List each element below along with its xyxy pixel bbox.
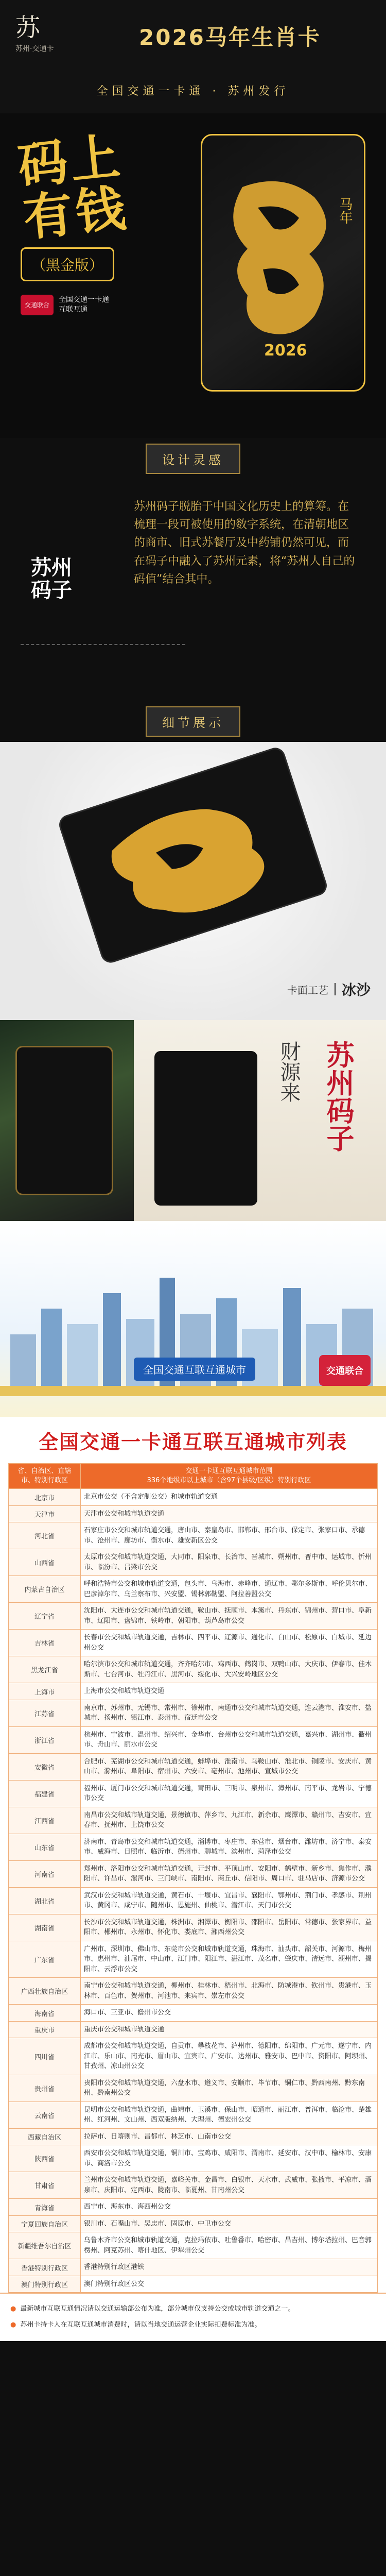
- row-cities: 长春市公交和城市轨道交通，吉林市、四平市、辽源市、通化市、白山市、松原市、白城市、延边州公交: [81, 1630, 378, 1656]
- thumb-chars2: 财源来: [277, 1041, 301, 1103]
- decor-wave: [21, 644, 185, 690]
- badge-text: 全国交通一卡通 互联互通: [59, 296, 109, 314]
- row-cities: 济南市、青岛市公交和城市轨道交通，淄博市、枣庄市、东营市、烟台市、潍坊市、济宁市、泰安市、威海市、日照市、临沂市、德州市、聊城市、滨州市、菏泽市公交: [81, 1834, 378, 1860]
- footer-note-1: 最新城市互联互通情况请以交通运输部公布为准，部分城市仅支持公交或城市轨道交通之一。: [20, 2305, 295, 2313]
- row-province: 吉林省: [9, 1630, 81, 1656]
- table-row: [9, 1807, 378, 1834]
- table-row: [9, 1603, 378, 1630]
- header-cities: 交通一卡通互联互通城市范围 336个地级市以上城市（含97个县级/区级）特别行政区: [81, 1464, 378, 1489]
- caption-divider: [335, 983, 336, 995]
- table-row: [9, 1914, 378, 1941]
- badge-row: [21, 295, 154, 315]
- gallery-thumbs: [0, 1020, 386, 1221]
- transport-union-badge: 交通联合: [21, 295, 54, 315]
- header-prov: 省、自治区、直辖市、特别行政区: [9, 1464, 81, 1489]
- table-row: [9, 1549, 378, 1576]
- row-cities: 长沙市公交和城市轨道交通，株洲市、湘潭市、衡阳市、邵阳市、岳阳市、常德市、张家界市、益阳市、郴州市、永州市、怀化市、娄底市、湘西州公交: [81, 1914, 378, 1941]
- row-cities: 澳门特别行政区公交: [81, 2276, 378, 2293]
- table-row: [9, 2172, 378, 2199]
- city-table: [8, 1463, 378, 2293]
- table-row: [9, 1630, 378, 1656]
- thumb-black-card: [154, 1051, 257, 1206]
- row-province: 河北省: [9, 1522, 81, 1549]
- row-cities: 沈阳市、大连市公交和城市轨道交通，鞍山市、抚顺市、本溪市、丹东市、锦州市、营口市、阜新市、辽阳市、盘锦市、铁岭市、朝阳市、葫芦岛市公交: [81, 1603, 378, 1630]
- row-province: 海南省: [9, 2005, 81, 2022]
- table-row: [9, 1656, 378, 1683]
- row-province: 四川省: [9, 2038, 81, 2075]
- note-bullet-icon: ●: [10, 2321, 16, 2329]
- table-row: [9, 1753, 378, 1780]
- table-row: [9, 2021, 378, 2038]
- gallery-caption: [287, 979, 371, 999]
- row-province: 甘肃省: [9, 2172, 81, 2199]
- table-row: [9, 1726, 378, 1753]
- row-province: 贵州省: [9, 2075, 81, 2102]
- caption-name: 冰沙: [341, 981, 371, 998]
- row-cities: 海口市、三亚市、儋州市公交: [81, 2005, 378, 2022]
- table-row: [9, 2128, 378, 2145]
- row-cities: 石家庄市公交和城市轨道交通，唐山市、秦皇岛市、邯郸市、邢台市、保定市、张家口市、承德市、沧州市、廊坊市、衡水市、雄安新区公交: [81, 1522, 378, 1549]
- table-row: [9, 2075, 378, 2102]
- row-cities: 杭州市、宁波市、温州市、绍兴市、金华市、台州市公交和城市轨道交通，嘉兴市、湖州市、衢州市、舟山市、丽水市公交: [81, 1726, 378, 1753]
- footer-note-2: 苏州卡持卡人在互联互通城市消费时，请以当地交通运营企业实际扣费标准为准。: [20, 2321, 261, 2329]
- row-cities: 广州市、深圳市、佛山市、东莞市公交和城市轨道交通，珠海市、汕头市、韶关市、河源市、梅州市、惠州市、汕尾市、中山市、江门市、阳江市、湛江市、茂名市、肇庆市、清远市、潮州市、揭阳市、云浮市公交: [81, 1941, 378, 1978]
- logo-mark: 苏: [15, 13, 41, 42]
- row-cities: 贵阳市公交和城市轨道交通，六盘水市、遵义市、安顺市、毕节市、铜仁市、黔西南州、黔东南州、黔南州公交: [81, 2075, 378, 2102]
- row-province: 湖北省: [9, 1887, 81, 1914]
- row-province: 陕西省: [9, 2145, 81, 2172]
- table-row: [9, 2038, 378, 2075]
- row-cities: 重庆市公交和城市轨道交通: [81, 2021, 378, 2038]
- concept-tag-line2: 码子: [31, 578, 72, 602]
- table-row: [9, 1887, 378, 1914]
- row-cities: 呼和浩特市公交和城市轨道交通，包头市、乌海市、赤峰市、通辽市、鄂尔多斯市、呼伦贝尔市、巴彦淖尔市、乌兰察布市、兴安盟、锡林郭勒盟、阿拉善盟公交: [81, 1576, 378, 1603]
- gallery-header: [0, 701, 386, 742]
- table-body: [9, 1489, 378, 2293]
- row-cities: 成都市公交和城市轨道交通，自贡市、攀枝花市、泸州市、德阳市、绵阳市、广元市、遂宁市、内江市、乐山市、南充市、眉山市、宜宾市、广安市、达州市、雅安市、巴中市、资阳市、阿坝州、甘孜州、凉山州公交: [81, 2038, 378, 2075]
- card-label: 马年: [337, 197, 353, 224]
- page-headline: 2026马年生肖卡: [139, 25, 321, 50]
- row-province: 香港特别行政区: [9, 2259, 81, 2276]
- row-cities: 兰州市公交和城市轨道交通，嘉峪关市、金昌市、白银市、天水市、武威市、张掖市、平凉市、酒泉市、庆阳市、定西市、陇南市、临夏州、甘南州公交: [81, 2172, 378, 2199]
- row-province: 广西壮族自治区: [9, 1978, 81, 2005]
- city-ribbon: 全国交通互联互通城市: [134, 1358, 255, 1381]
- row-cities: 拉萨市、日喀则市、昌都市、林芝市、山南市公交: [81, 2128, 378, 2145]
- city-strip: [0, 1221, 386, 1417]
- row-province: 澳门特别行政区: [9, 2276, 81, 2293]
- row-cities: 天津市公交和城市轨道交通: [81, 1505, 378, 1522]
- row-province: 福建省: [9, 1780, 81, 1807]
- table-title: 全国交通一卡通互联互通城市列表: [0, 1417, 386, 1463]
- row-province: 黑龙江省: [9, 1656, 81, 1683]
- city-table-wrap: [0, 1463, 386, 2293]
- table-row: [9, 2259, 378, 2276]
- row-province: 西藏自治区: [9, 2128, 81, 2145]
- caption-label: 卡面工艺: [287, 984, 328, 996]
- gallery-section: [0, 742, 386, 1221]
- card-year: 2026: [264, 342, 307, 360]
- row-cities: 南昌市公交和城市轨道交通，景德镇市、萍乡市、九江市、新余市、鹰潭市、赣州市、吉安市、宜春市、抚州市、上饶市公交: [81, 1807, 378, 1834]
- gallery-card: [57, 745, 329, 965]
- thumb-chars: 苏州码子: [322, 1041, 355, 1152]
- concept-header: [0, 438, 386, 479]
- row-province: 河南省: [9, 1860, 81, 1887]
- row-province: 广东省: [9, 1941, 81, 1978]
- table-row: [9, 1489, 378, 1506]
- transport-union-logo-icon: 交通联合: [319, 1355, 371, 1386]
- concept-tag-line1: 苏州: [31, 555, 72, 580]
- row-cities: 福州市、厦门市公交和城市轨道交通，莆田市、三明市、泉州市、漳州市、南平市、龙岩市、宁德市公交: [81, 1780, 378, 1807]
- logo-sub: 苏州·交通卡: [15, 45, 54, 53]
- thumb-right: [134, 1020, 386, 1221]
- edition-tag: （黑金版）: [21, 247, 114, 281]
- row-province: 天津市: [9, 1505, 81, 1522]
- table-row: [9, 1683, 378, 1700]
- thumb-card: [15, 1046, 113, 1195]
- gallery-title: 细节展示: [146, 706, 240, 737]
- row-province: 新疆维吾尔自治区: [9, 2232, 81, 2259]
- row-cities: 西宁市、海东市、海西州公交: [81, 2199, 378, 2216]
- table-row: [9, 1700, 378, 1726]
- table-row: [9, 1941, 378, 1978]
- table-row: [9, 1780, 378, 1807]
- footer-note: [10, 2320, 376, 2331]
- footer-note: [10, 2304, 376, 2315]
- note-bullet-icon: ●: [10, 2305, 16, 2313]
- hero-section: [0, 113, 386, 438]
- row-province: 云南省: [9, 2102, 81, 2128]
- row-cities: 南京市、苏州市、无锡市、常州市、徐州市、南通市公交和城市轨道交通，连云港市、淮安市、盐城市、扬州市、镇江市、泰州市、宿迁市公交: [81, 1700, 378, 1726]
- page-subline: 全国交通一卡通 · 苏州发行: [96, 85, 290, 98]
- table-row: [9, 1860, 378, 1887]
- row-cities: 合肥市、芜湖市公交和城市轨道交通，蚌埠市、淮南市、马鞍山市、淮北市、铜陵市、安庆市、黄山市、滁州市、阜阳市、宿州市、六安市、亳州市、池州市、宣城市公交: [81, 1753, 378, 1780]
- table-row: [9, 2215, 378, 2232]
- concept-body: 苏州码子脱胎于中国文化历史上的算筹。在梳理一段可被使用的数字系统，在清朝地区的商市、旧式苏餐厅及中药铺仍然可见，而在码子中融入了苏州元素，将“苏州人自己的码值”结合其中。: [134, 500, 355, 586]
- row-province: 山西省: [9, 1549, 81, 1576]
- hero-card: [201, 134, 365, 392]
- row-cities: 银川市、石嘴山市、吴忠市、固原市、中卫市公交: [81, 2215, 378, 2232]
- row-cities: 南宁市公交和城市轨道交通，柳州市、桂林市、梧州市、北海市、防城港市、钦州市、贵港市、玉林市、百色市、贺州市、河池市、来宾市、崇左市公交: [81, 1978, 378, 2005]
- hero-title: 码上有钱: [15, 126, 131, 247]
- gold-horse-icon: [83, 767, 307, 945]
- table-row: [9, 1834, 378, 1860]
- row-province: 青海省: [9, 2199, 81, 2216]
- table-row: [9, 2232, 378, 2259]
- gallery-main-photo: [0, 742, 386, 1020]
- row-province: 山东省: [9, 1834, 81, 1860]
- row-cities: 乌鲁木齐市公交和城市轨道交通，克拉玛依市、吐鲁番市、哈密市、昌吉州、博尔塔拉州、巴音郭楞州、阿克苏州、喀什地区、伊犁州公交: [81, 2232, 378, 2259]
- row-province: 安徽省: [9, 1753, 81, 1780]
- row-cities: 西安市公交和城市轨道交通，铜川市、宝鸡市、咸阳市、渭南市、延安市、汉中市、榆林市、安康市、商洛市公交: [81, 2145, 378, 2172]
- row-cities: 昆明市公交和城市轨道交通，曲靖市、玉溪市、保山市、昭通市、丽江市、普洱市、临沧市、楚雄州、红河州、文山州、西双版纳州、大理州、德宏州公交: [81, 2102, 378, 2128]
- row-province: 上海市: [9, 1683, 81, 1700]
- table-row: [9, 2005, 378, 2022]
- row-cities: 郑州市、洛阳市公交和城市轨道交通，开封市、平顶山市、安阳市、鹤壁市、新乡市、焦作市、濮阳市、许昌市、漯河市、三门峡市、南阳市、商丘市、信阳市、周口市、驻马店市、济源市公交: [81, 1860, 378, 1887]
- row-province: 北京市: [9, 1489, 81, 1506]
- table-row: [9, 2199, 378, 2216]
- row-province: 江苏省: [9, 1700, 81, 1726]
- concept-title: 设计灵感: [146, 444, 240, 474]
- row-province: 辽宁省: [9, 1603, 81, 1630]
- brand-logo: [15, 15, 77, 72]
- footer: [0, 2293, 386, 2341]
- top-header: [0, 0, 386, 113]
- table-row: [9, 1505, 378, 1522]
- table-row: [9, 2276, 378, 2293]
- table-row: [9, 1576, 378, 1603]
- hero-left: [15, 126, 154, 315]
- row-province: 重庆市: [9, 2021, 81, 2038]
- table-header-row: [9, 1464, 378, 1489]
- row-province: 浙江省: [9, 1726, 81, 1753]
- concept-tag: [31, 556, 72, 602]
- table-row: [9, 2145, 378, 2172]
- row-cities: 香港特别行政区港铁: [81, 2259, 378, 2276]
- table-row: [9, 1978, 378, 2005]
- row-cities: 太原市公交和城市轨道交通，大同市、阳泉市、长治市、晋城市、朔州市、晋中市、运城市、忻州市、临汾市、吕梁市公交: [81, 1549, 378, 1576]
- thumb-left: [0, 1020, 134, 1221]
- row-province: 湖南省: [9, 1914, 81, 1941]
- row-province: 江西省: [9, 1807, 81, 1834]
- table-row: [9, 1522, 378, 1549]
- row-cities: 北京市公交（不含定制公交）和城市轨道交通: [81, 1489, 378, 1506]
- row-province: 内蒙古自治区: [9, 1576, 81, 1603]
- horse-illustration-icon: [212, 166, 356, 352]
- row-cities: 武汉市公交和城市轨道交通，黄石市、十堰市、宜昌市、襄阳市、鄂州市、荆门市、孝感市、荆州市、黄冈市、咸宁市、随州市、恩施州、仙桃市、潜江市、天门市公交: [81, 1887, 378, 1914]
- row-province: 宁夏回族自治区: [9, 2215, 81, 2232]
- concept-section: [0, 479, 386, 701]
- row-cities: 哈尔滨市公交和城市轨道交通，齐齐哈尔市、鸡西市、鹤岗市、双鸭山市、大庆市、伊春市、佳木斯市、七台河市、牡丹江市、黑河市、绥化市、大兴安岭地区公交: [81, 1656, 378, 1683]
- row-cities: 上海市公交和城市轨道交通: [81, 1683, 378, 1700]
- table-row: [9, 2102, 378, 2128]
